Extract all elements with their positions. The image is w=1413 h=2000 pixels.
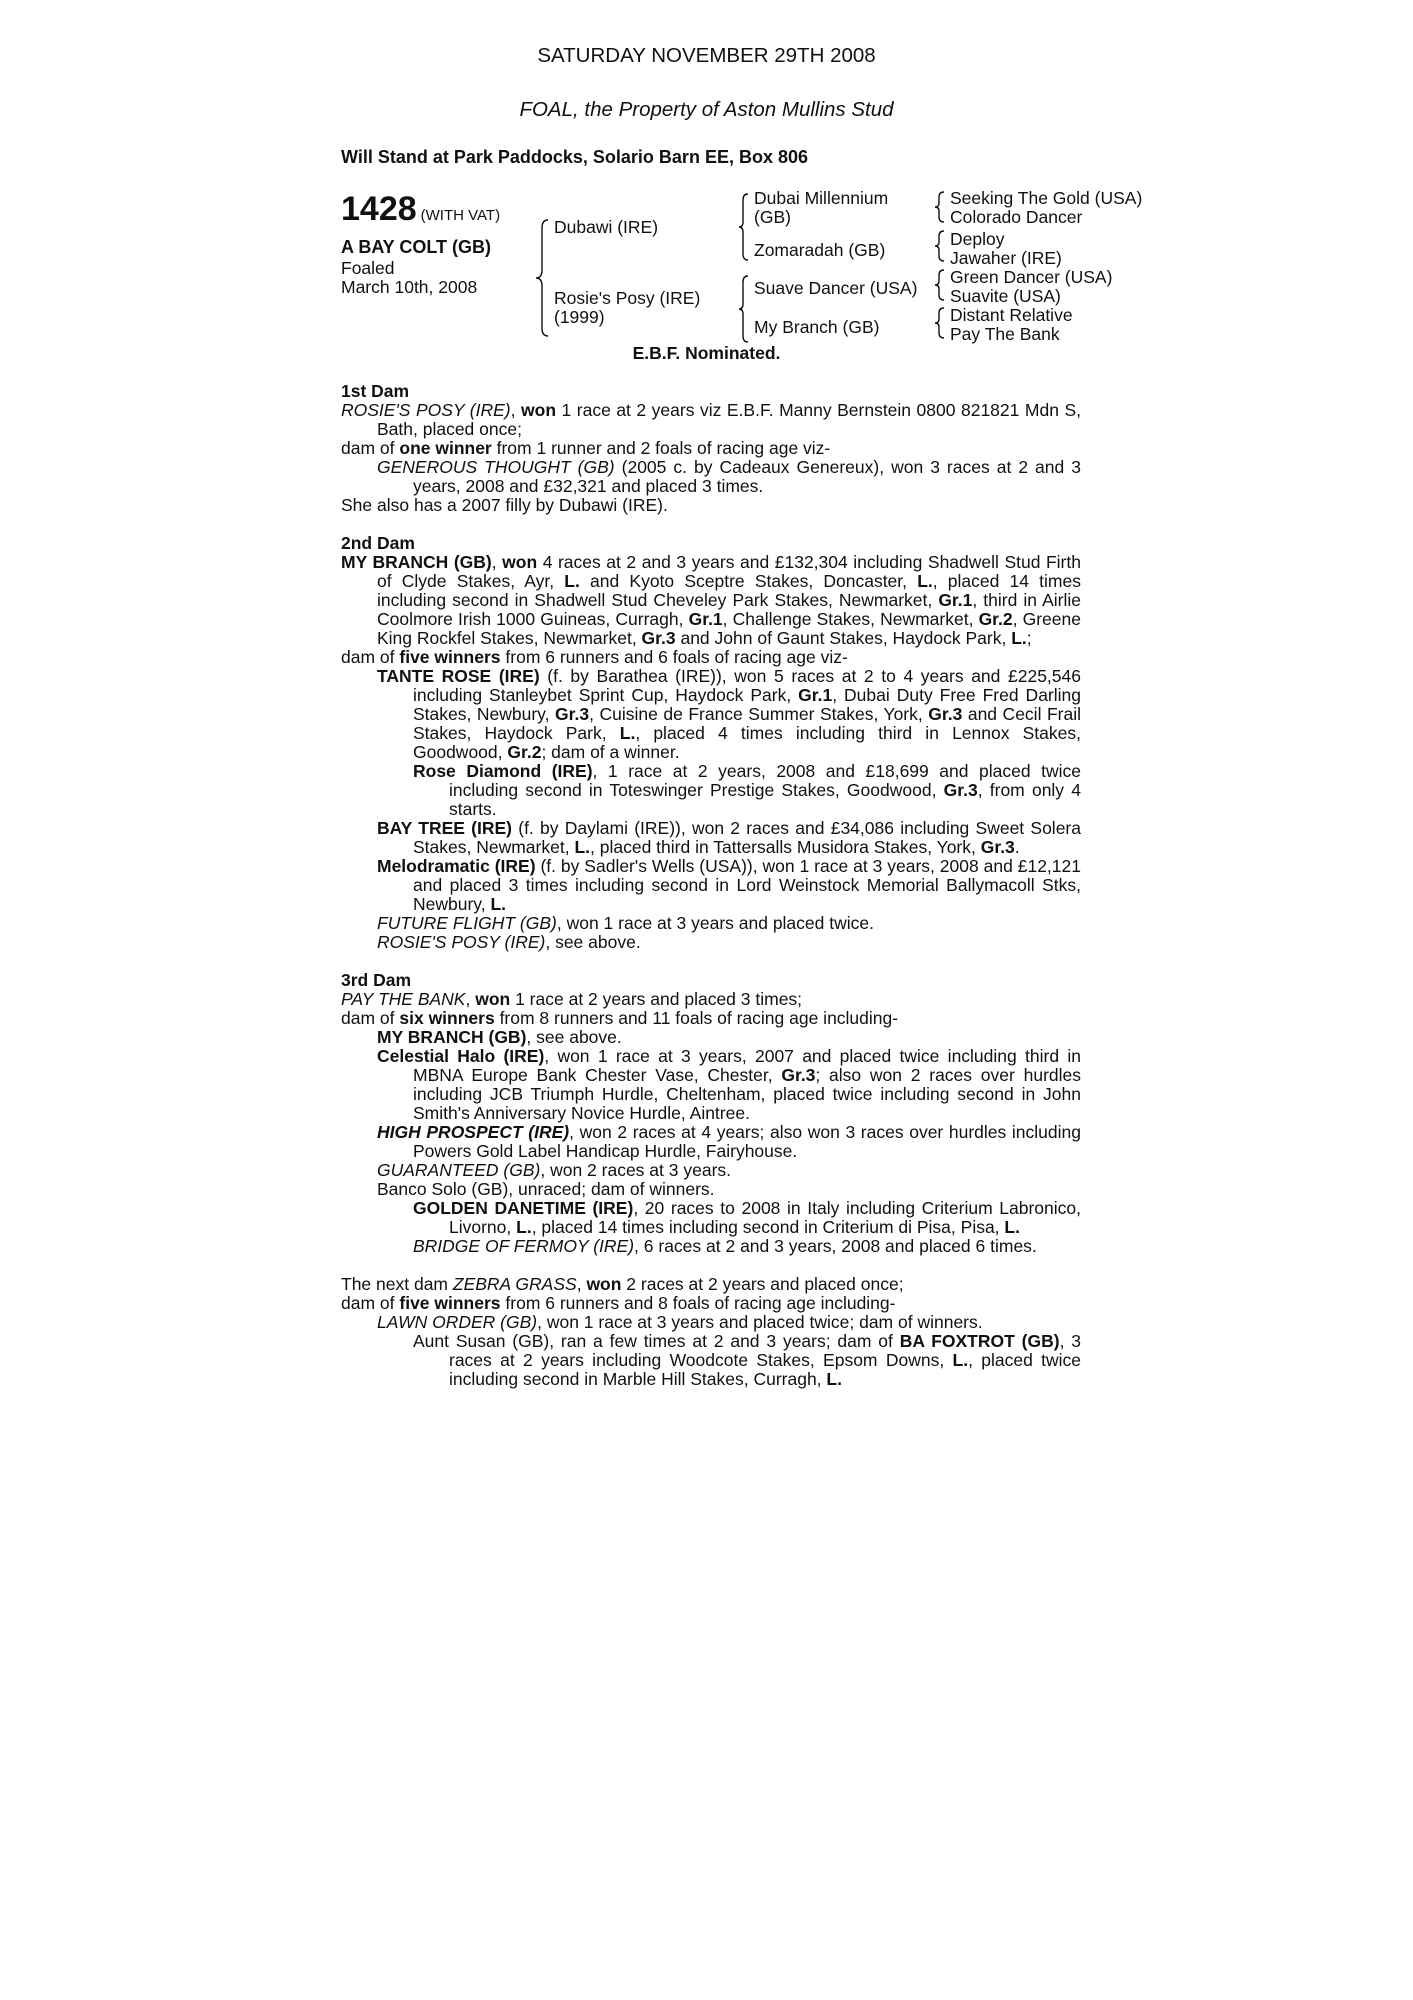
lot-number: 1428 (WITH VAT): [341, 190, 501, 228]
pedigree-braces: [0, 0, 1413, 360]
foaled-date: March 10th, 2008: [341, 277, 478, 297]
pedigree-gen3-4: Jawaher (IRE): [950, 248, 1062, 268]
pedigree-gen3-6: Suavite (USA): [950, 286, 1061, 306]
first-dam-produce: dam of one winner from 1 runner and 2 foals of racing age viz-: [341, 438, 831, 458]
catalogue-text: [341, 382, 1081, 1389]
pedigree-sire: Dubawi (IRE): [554, 217, 659, 237]
third-dam-record: PAY THE BANK, won 1 race at 2 years and placed 3 times;: [341, 989, 803, 1009]
stand-location: Will Stand at Park Paddocks, Solario Barn EE, Box 806: [341, 147, 808, 167]
second-dam-title: 2nd Dam: [341, 533, 415, 553]
second-dam-record: MY BRANCH (GB), won 4 races at 2 and 3 years and £132,304 including Shadwell Stud Firth of Clyde Stakes, Ayr, L. and Kyoto Sceptre Stakes, Doncaster, L., placed 14 times including second in Shadwell Stud Cheveley Park Stakes, Newmarket, Gr.1, third in Airlie Coolmore Irish 1000 Guineas, Curragh, Gr.1, Challenge Stakes, Newmarket, Gr.2, Greene King Rockfel Stakes, Newmarket, Gr.3 and John of Gaunt Stakes, Haydock Park, L.;: [341, 552, 1081, 648]
progeny-bridge-of-fermoy: BRIDGE OF FERMOY (IRE), 6 races at 2 and 3 years, 2008 and placed 6 times.: [413, 1236, 1037, 1256]
pedigree-gen3-7: Distant Relative: [950, 305, 1073, 325]
progeny-rosies-posy: ROSIE'S POSY (IRE), see above.: [377, 932, 641, 952]
ebf-nominated: E.B.F. Nominated.: [632, 343, 781, 363]
first-dam-title: 1st Dam: [341, 381, 410, 401]
pedigree-sire-sire-1: Dubai Millennium: [754, 188, 889, 208]
pedigree-sire-dam: Zomaradah (GB): [754, 240, 886, 260]
third-dam-title: 3rd Dam: [341, 970, 412, 990]
pedigree-gen3-3: Deploy: [950, 229, 1005, 249]
progeny-aunt-susan: Aunt Susan (GB), ran a few times at 2 and 3 years; dam of BA FOXTROT (GB), 3 races at 2 years including Woodcote Stakes, Epsom Downs, L., placed twice including second in Marble Hill Stakes, Curragh, L.: [413, 1331, 1081, 1389]
progeny-celestial-halo: Celestial Halo (IRE), won 1 race at 3 years, 2007 and placed twice including third in MBNA Europe Bank Chester Vase, Chester, Gr.3; also won 2 races over hurdles including JCB Triumph Hurdle, Cheltenham, placed twice including second in John Smith's Anniversary Novice Hurdle, Aintree.: [377, 1046, 1081, 1123]
next-dam-record: The next dam ZEBRA GRASS, won 2 races at 2 years and placed once;: [341, 1274, 904, 1294]
pedigree-dam-line2: (1999): [554, 307, 605, 327]
pedigree-dam-line1: Rosie's Posy (IRE): [554, 288, 701, 308]
progeny-guaranteed: GUARANTEED (GB), won 2 races at 3 years.: [377, 1160, 732, 1180]
first-dam-also: She also has a 2007 filly by Dubawi (IRE).: [341, 495, 668, 515]
third-dam-produce: dam of six winners from 8 runners and 11 foals of racing age including-: [341, 1008, 899, 1028]
progeny-my-branch: MY BRANCH (GB), see above.: [377, 1027, 622, 1047]
progeny-melodramatic: Melodramatic (IRE) (f. by Sadler's Wells (USA)), won 1 race at 3 years, 2008 and £12,121 and placed 3 times including second in Lord Weinstock Memorial Ballymacoll Stks, Newbury, L.: [377, 856, 1081, 914]
progeny-golden-danetime: GOLDEN DANETIME (IRE), 20 races to 2008 in Italy including Criterium Labronico, Livorno, L., placed 14 times including second in Criterium di Pisa, Pisa, L.: [413, 1198, 1081, 1237]
progeny-high-prospect: HIGH PROSPECT (IRE), won 2 races at 4 years; also won 3 races over hurdles including Powers Gold Label Handicap Hurdle, Fairyhouse.: [377, 1122, 1081, 1161]
first-dam-record: ROSIE'S POSY (IRE), won 1 race at 2 years viz E.B.F. Manny Bernstein 0800 821821 Mdn S, Bath, placed once;: [341, 400, 1081, 439]
pedigree-gen3-2: Colorado Dancer: [950, 207, 1083, 227]
progeny-tante-rose: TANTE ROSE (IRE) (f. by Barathea (IRE)), won 5 races at 2 to 4 years and £225,546 including Stanleybet Sprint Cup, Haydock Park, Gr.1, Dubai Duty Free Fred Darling Stakes, Newbury, Gr.3, Cuisine de France Summer Stakes, York, Gr.3 and Cecil Frail Stakes, Haydock Park, L., placed 4 times including third in Lennox Stakes, Goodwood, Gr.2; dam of a winner.: [377, 666, 1081, 762]
pedigree-gen3-8: Pay The Bank: [950, 324, 1060, 344]
sale-date: SATURDAY NOVEMBER 29TH 2008: [537, 44, 876, 67]
vat-note: (WITH VAT): [420, 207, 501, 224]
foaled-label: Foaled: [341, 258, 395, 278]
second-dam-produce: dam of five winners from 6 runners and 6 foals of racing age viz-: [341, 647, 848, 667]
lot-description: A BAY COLT (GB): [341, 237, 492, 257]
property-line: FOAL, the Property of Aston Mullins Stud: [519, 98, 894, 121]
pedigree-dam-dam: My Branch (GB): [754, 317, 880, 337]
progeny-bay-tree: BAY TREE (IRE) (f. by Daylami (IRE)), won 2 races and £34,086 including Sweet Solera Stakes, Newmarket, L., placed third in Tattersalls Musidora Stakes, York, Gr.3.: [377, 818, 1081, 857]
pedigree-gen3-1: Seeking The Gold (USA): [950, 188, 1143, 208]
progeny-lawn-order: LAWN ORDER (GB), won 1 race at 3 years and placed twice; dam of winners.: [377, 1312, 983, 1332]
pedigree-gen3-5: Green Dancer (USA): [950, 267, 1113, 287]
pedigree-sire-sire-2: (GB): [754, 207, 791, 227]
pedigree-dam-sire: Suave Dancer (USA): [754, 278, 918, 298]
progeny-future-flight: FUTURE FLIGHT (GB), won 1 race at 3 years and placed twice.: [377, 913, 874, 933]
progeny-banco-solo: Banco Solo (GB), unraced; dam of winners.: [377, 1179, 715, 1199]
next-dam-produce: dam of five winners from 6 runners and 8 foals of racing age including-: [341, 1293, 896, 1313]
first-dam-progeny-1: GENEROUS THOUGHT (GB) (2005 c. by Cadeaux Genereux), won 3 races at 2 and 3 years, 2008 and £32,321 and placed 3 times.: [377, 457, 1081, 496]
progeny-rose-diamond: Rose Diamond (IRE), 1 race at 2 years, 2008 and £18,699 and placed twice including second in Toteswinger Prestige Stakes, Goodwood, Gr.3, from only 4 starts.: [413, 761, 1081, 819]
